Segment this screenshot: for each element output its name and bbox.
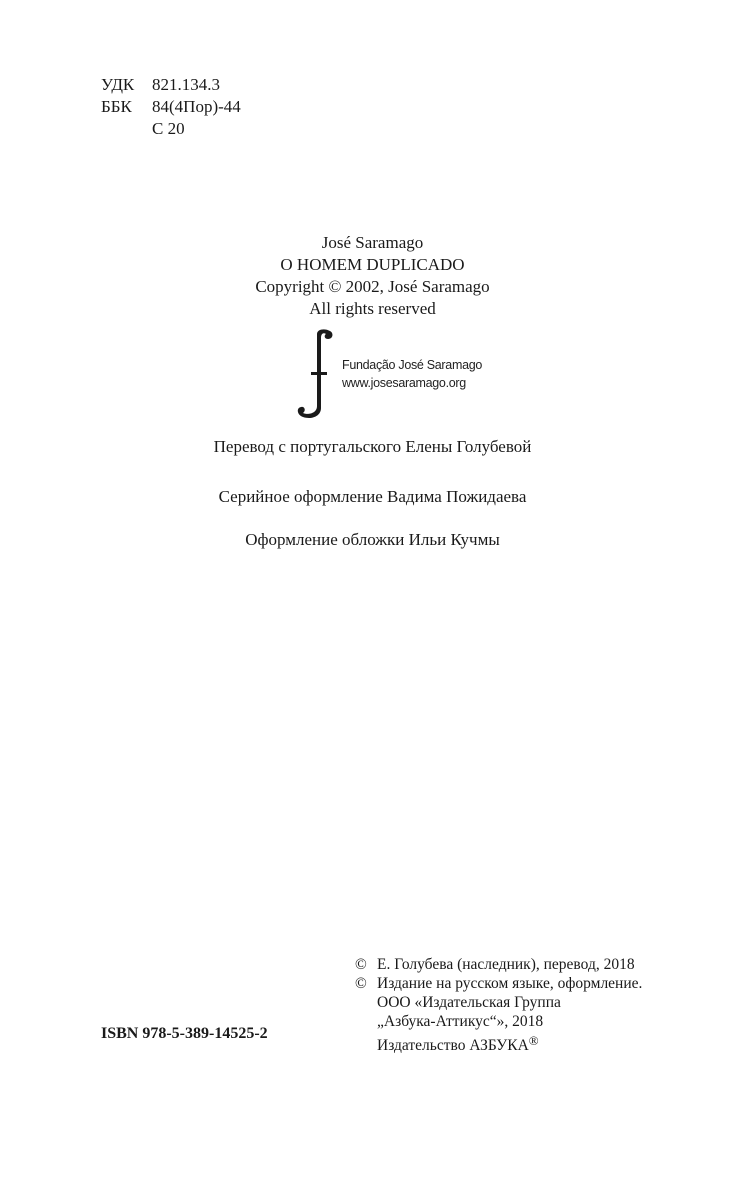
udk-value: 821.134.3 (152, 75, 220, 94)
translation-copyright: Е. Голубева (наследник), перевод, 2018 (377, 956, 635, 973)
classification-codes (101, 74, 241, 140)
publisher-imprint (377, 1031, 539, 1055)
rights-reserved: All rights reserved (309, 299, 436, 318)
foundation-logo (290, 328, 490, 420)
original-copyright (0, 232, 745, 320)
publisher-line-2: „Азбука-Аттикус“», 2018 (377, 1013, 544, 1030)
imprint-name: Издательство АЗБУКА (377, 1037, 529, 1054)
bbk-row (101, 96, 241, 118)
copyright-line: Copyright © 2002, José Saramago (255, 277, 490, 296)
copyright-symbol: © (355, 956, 367, 973)
author-code: С 20 (152, 119, 185, 138)
original-author: José Saramago (321, 233, 424, 252)
translation-copyright-row (355, 955, 642, 974)
cover-design-credit: Оформление обложки Ильи Кучмы (245, 530, 500, 549)
udk-label: УДК (101, 75, 135, 94)
publisher-line-1: ООО «Издательская Группа (377, 994, 561, 1011)
edition-copyright-row (355, 974, 642, 993)
foundation-f-icon (290, 328, 336, 420)
foundation-url: www.josesaramago.org (342, 376, 466, 390)
isbn: ISBN 978-5-389-14525-2 (101, 1025, 268, 1042)
foundation-name: Fundação José Saramago (342, 358, 483, 372)
bbk-label: ББК (101, 97, 132, 116)
copyright-symbol: © (355, 975, 367, 992)
edition-copyright: Издание на русском языке, оформление. (377, 975, 643, 992)
original-title: O HOMEM DUPLICADO (280, 255, 465, 274)
translation-credit: Перевод с португальского Елены Голубевой (213, 437, 532, 456)
udk-row (101, 74, 241, 96)
edition-copyrights (355, 955, 642, 1055)
author-code-row (101, 118, 241, 140)
bbk-value: 84(4Пор)-44 (152, 97, 241, 116)
registered-mark: ® (528, 1033, 539, 1048)
series-design-credit: Серийное оформление Вадима Пожидаева (218, 487, 527, 506)
